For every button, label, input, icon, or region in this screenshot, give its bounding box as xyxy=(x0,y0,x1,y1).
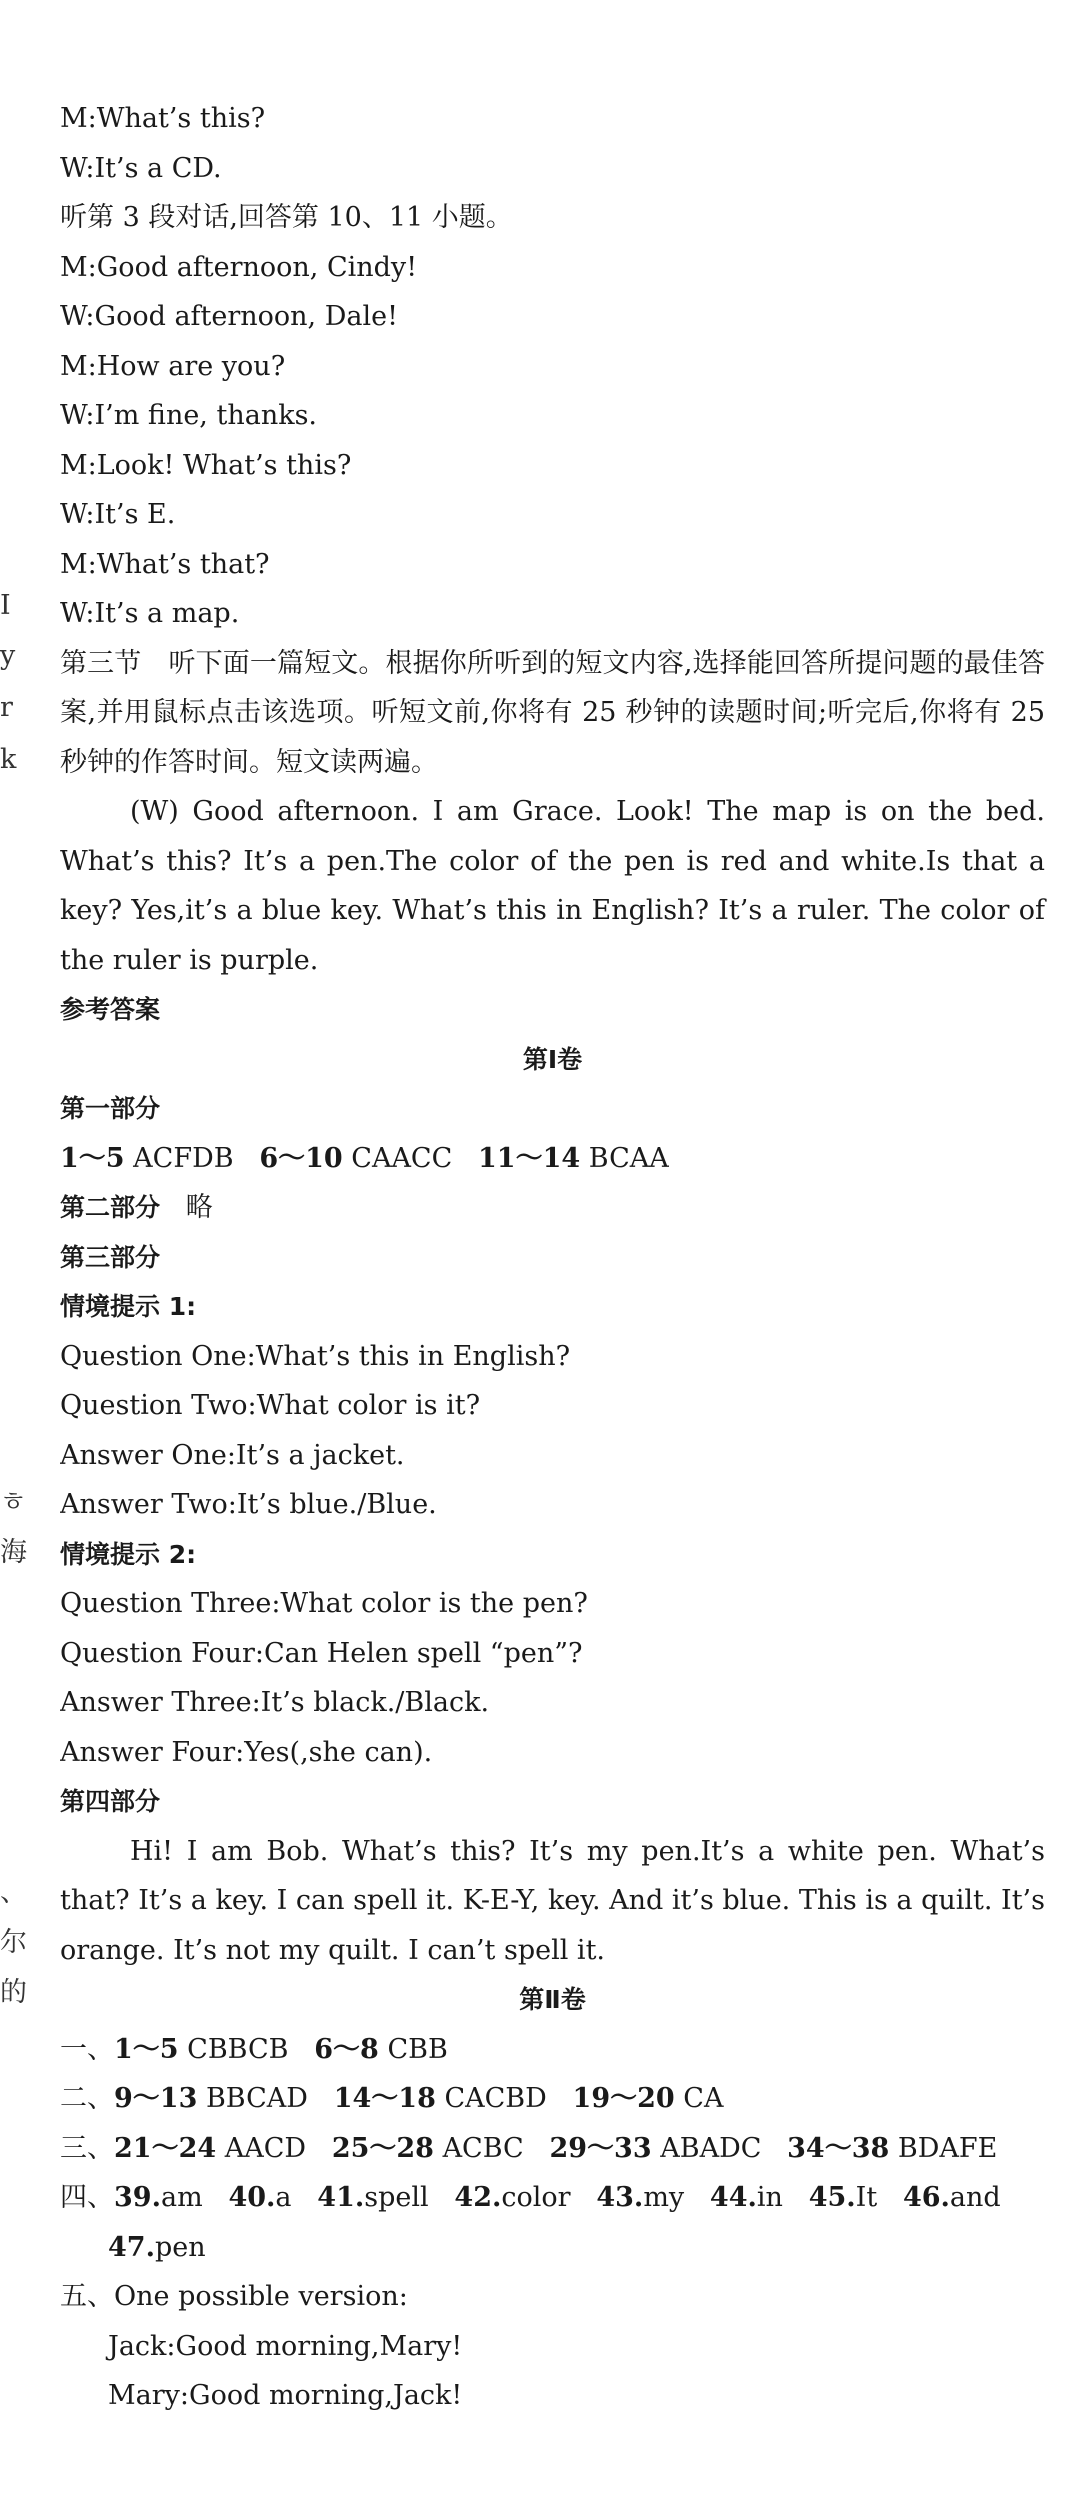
dialogue-line: M:What’s this? xyxy=(60,103,266,134)
part4-title: 第四部分 xyxy=(60,1787,161,1816)
hint1-line: Answer Two:It’s blue./Blue. xyxy=(60,1489,437,1520)
answer-range: 29～33 xyxy=(549,2132,652,2164)
hint1-line: Question Two:What color is it? xyxy=(60,1390,481,1421)
answer-letters: BCAA xyxy=(588,1142,669,1174)
hint2-line: Question Three:What color is the pen? xyxy=(60,1588,588,1619)
part3-title: 第三部分 xyxy=(60,1242,161,1272)
sample-dialogue-line: Jack:Good morning,Mary! xyxy=(108,2330,463,2362)
hint2-line: Question Four:Can Helen spell “pen”? xyxy=(60,1637,583,1669)
item-answer: pen xyxy=(154,2231,206,2263)
part4-text: Hi! I am Bob. What’s this? It’s my pen.It’s a white pen. What’s that? It’s a key. I can spell it. K-E-Y, key. And it’s blue. This is a quilt. It’s orange. It’s not my quilt. I can’t spell it. xyxy=(60,1835,1045,1966)
dialogue-transcript xyxy=(60,94,1045,639)
answer-letters: CA xyxy=(683,2083,724,2114)
answer-range: 25～28 xyxy=(331,2132,434,2164)
item-number: 47. xyxy=(108,2231,155,2263)
margin-fragment: y xyxy=(0,640,16,671)
answer-letters: BDAFE xyxy=(897,2132,998,2164)
answer-letters: AACD xyxy=(224,2132,307,2164)
margin-fragment: r xyxy=(0,692,13,723)
item-answer: my xyxy=(643,2182,685,2213)
part2-title: 第二部分 xyxy=(60,1193,161,1222)
section-label: 四、 xyxy=(60,2182,114,2213)
part2-text: 略 xyxy=(185,1192,213,1223)
volume1-title: 第Ⅰ卷 xyxy=(522,1044,583,1074)
hint2-line: Answer Four:Yes(,she can). xyxy=(60,1736,433,1768)
hint1-line: Answer One:It’s a jacket. xyxy=(60,1439,405,1471)
part1-title: 第一部分 xyxy=(60,1094,161,1123)
answer-letters: BBCAD xyxy=(205,2083,308,2114)
section-label: 二、 xyxy=(60,2083,114,2114)
dialogue-line: M:Good afternoon, Cindy! xyxy=(60,251,418,283)
answer-letters: ACBC xyxy=(442,2132,524,2164)
answer-range: 1～5 xyxy=(60,1142,125,1174)
answer-range: 14～18 xyxy=(333,2083,436,2114)
vol2-section5 xyxy=(60,2272,1045,2322)
answer-range: 34～38 xyxy=(787,2132,890,2164)
margin-fragment: k xyxy=(0,744,17,775)
dialogue-line: W:I’m fine, thanks. xyxy=(60,400,318,431)
part1-answers xyxy=(60,1134,1045,1184)
answer-letters: CAACC xyxy=(351,1142,453,1174)
dialogue-line: W:It’s a map. xyxy=(60,598,240,629)
item-answer: in xyxy=(756,2182,783,2213)
item-answer: am xyxy=(160,2182,203,2213)
answer-letters: CACBD xyxy=(444,2083,547,2114)
dialogue-line: W:It’s E. xyxy=(60,499,176,530)
margin-fragment: 、 xyxy=(0,1877,27,1908)
dialogue-line: M:Look! What’s this? xyxy=(60,449,352,481)
answer-range: 1～5 xyxy=(114,2033,179,2065)
hint1-line: Question One:What’s this in English? xyxy=(60,1340,571,1372)
part4-passage xyxy=(60,1827,1045,1976)
dialogue-line: W:Good afternoon, Dale! xyxy=(60,301,398,332)
dialogue-line: W:It’s a CD. xyxy=(60,152,222,184)
vol2-section3 xyxy=(60,2124,1045,2174)
hint2-line: Answer Three:It’s black./Black. xyxy=(60,1687,490,1718)
margin-fragment: 尔 xyxy=(0,1927,27,1958)
item-number: 46. xyxy=(902,2182,950,2213)
answer-range: 9～13 xyxy=(114,2083,198,2114)
item-answer: spell xyxy=(364,2182,429,2213)
vol2-section1 xyxy=(60,2025,1045,2075)
dialogue-line: M:What’s that? xyxy=(60,548,270,580)
part2-row xyxy=(60,1183,1045,1233)
section3-instruction: 第三节 听下面一篇短文。根据你所听到的短文内容,选择能回答所提问题的最佳答案,并用鼠标点击该选项。听短文前,你将有 25 秒钟的读题时间;听完后,你将有 25 秒钟的作答时间。短文读两遍。 xyxy=(60,647,1045,778)
margin-fragment: 的 xyxy=(0,1977,27,2008)
margin-fragment: 海 xyxy=(0,1537,27,1568)
section-label: 五、 xyxy=(60,2281,114,2312)
answer-range: 19～20 xyxy=(572,2083,675,2114)
item-answer: It xyxy=(855,2182,878,2213)
item-number: 45. xyxy=(808,2182,856,2213)
item-answer: a xyxy=(275,2182,292,2213)
page-content xyxy=(60,94,1045,2421)
hint2-title: 情境提示 2: xyxy=(60,1539,197,1569)
answer-letters: ACFDB xyxy=(133,1142,234,1174)
item-number: 42. xyxy=(454,2182,502,2213)
answer-letters: CBBCB xyxy=(187,2033,289,2065)
item-number: 44. xyxy=(709,2182,757,2213)
item-answer: and xyxy=(949,2182,1001,2213)
item-number: 41. xyxy=(317,2182,365,2213)
margin-fragment: ㅎ xyxy=(0,1487,27,1518)
vol2-section2 xyxy=(60,2074,1045,2124)
dialogue-instruction: 听第 3 段对话,回答第 10、11 小题。 xyxy=(60,202,513,233)
section-label: 一、 xyxy=(60,2033,114,2065)
answer-range: 6～10 xyxy=(259,1142,343,1174)
answer-range: 6～8 xyxy=(314,2033,379,2065)
item-number: 43. xyxy=(596,2182,644,2213)
answer-range: 11～14 xyxy=(478,1142,581,1174)
item-number: 40. xyxy=(228,2182,276,2213)
item-answer: color xyxy=(501,2182,571,2213)
answer-range: 21～24 xyxy=(114,2132,217,2164)
listening-passage xyxy=(60,787,1045,985)
volume2-title: 第Ⅱ卷 xyxy=(519,1985,586,2014)
answer-letters: CBB xyxy=(387,2033,448,2065)
answers-title: 参考答案 xyxy=(60,995,161,1024)
item-number: 39. xyxy=(114,2182,161,2213)
passage-text: (W) Good afternoon. I am Grace. Look! The map is on the bed. What’s this? It’s a pen.The color of the pen is red and white.Is that a key? Yes,it’s a blue key. What’s this in English? It’s a ruler. The color of the ruler is purple. xyxy=(60,796,1045,976)
answer-letters: ABADC xyxy=(660,2132,762,2164)
hint1-title: 情境提示 1: xyxy=(60,1292,197,1321)
margin-fragment: I xyxy=(0,590,11,621)
section5-intro: One possible version: xyxy=(114,2281,408,2312)
vol2-section4 xyxy=(60,2173,1045,2223)
dialogue-line: M:How are you? xyxy=(60,350,286,382)
section-label: 三、 xyxy=(60,2132,114,2164)
vol2-section4-cont xyxy=(60,2223,1045,2273)
sample-dialogue-line: Mary:Good morning,Jack! xyxy=(108,2380,463,2411)
